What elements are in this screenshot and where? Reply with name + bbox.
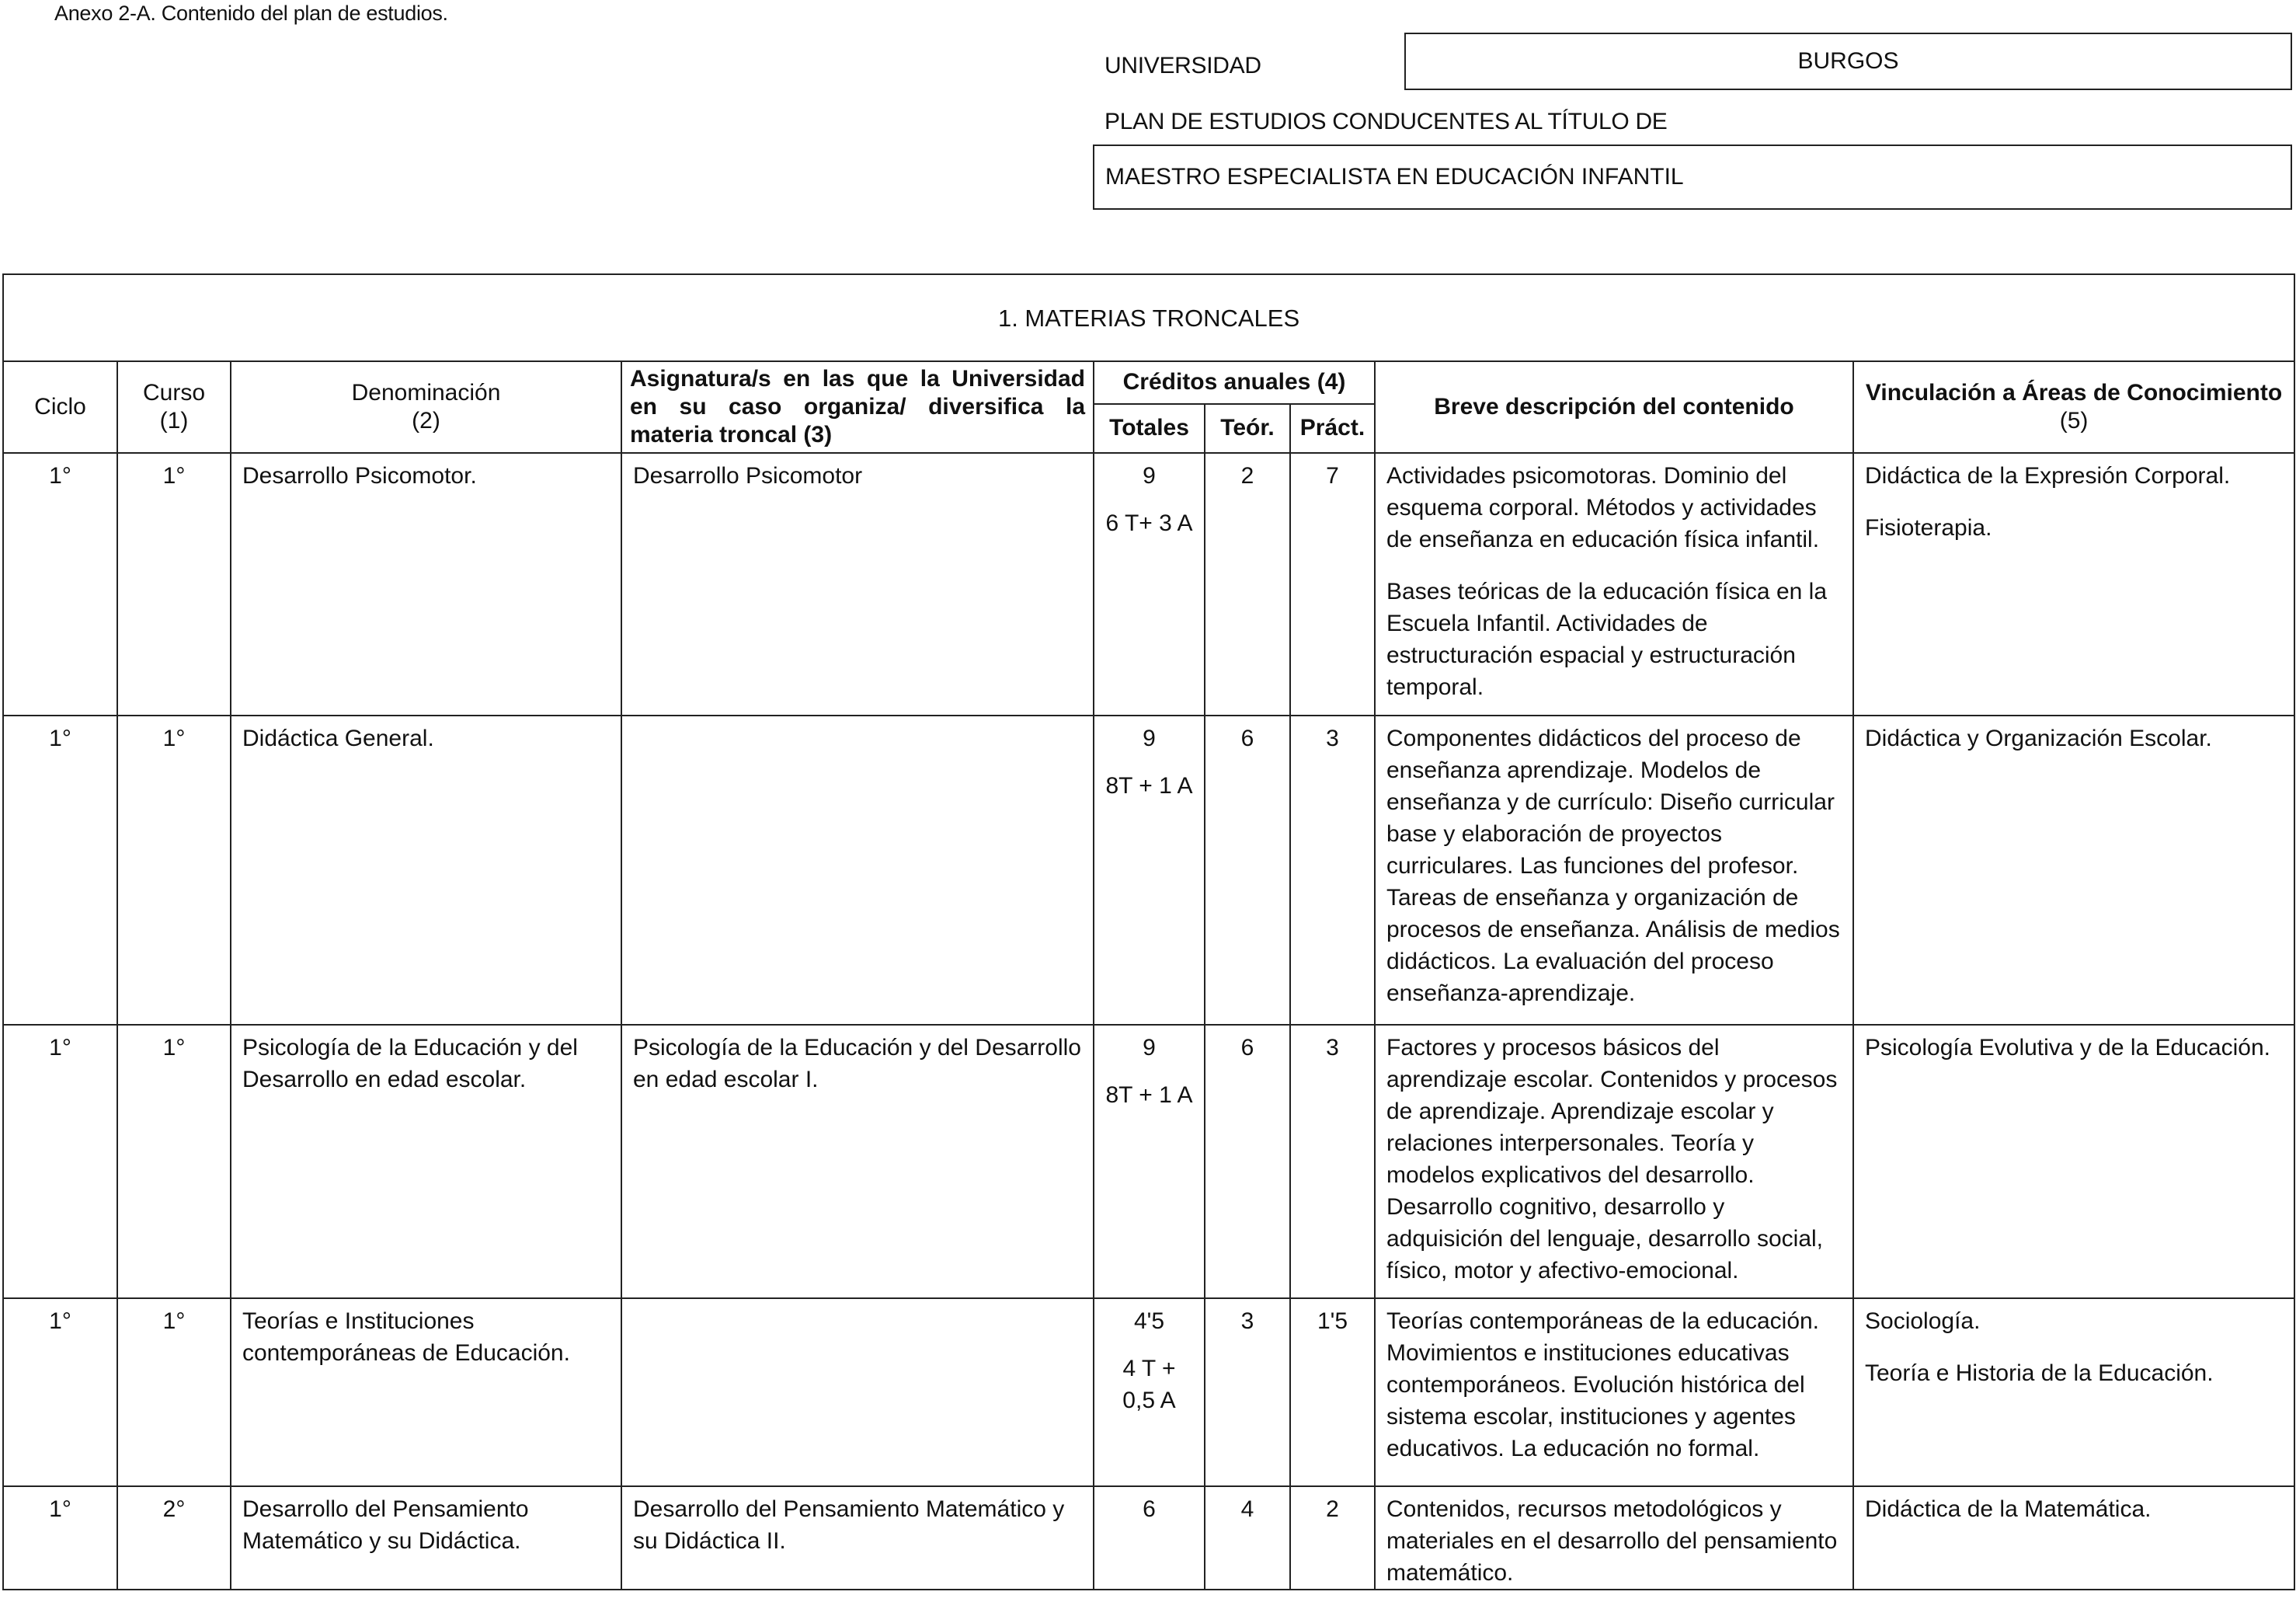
area-item: Sociología.: [1865, 1308, 1981, 1334]
table-row: [3, 1025, 2294, 1298]
cell-teor: 6: [1205, 1025, 1290, 1298]
cell-descripcion: [1375, 1025, 1853, 1298]
descripcion-paragraph: Teorías contemporáneas de la educación. Movimientos e instituciones educativas contemporáneos. Evolución histórica del sistema escolar, instituciones y agentes educativos. La educación no formal.: [1386, 1308, 1820, 1461]
cell-denominacion: Desarrollo del Pensamiento Matemático y su Didáctica.: [231, 1486, 621, 1590]
totales-detail: 4 T + 0,5 A: [1122, 1356, 1176, 1413]
table-row: [3, 716, 2294, 1025]
table-row: [3, 1486, 2294, 1590]
header-totales: Totales: [1094, 404, 1205, 453]
cell-descripcion: [1375, 453, 1853, 716]
cell-descripcion: [1375, 1486, 1853, 1590]
area-item: Fisioterapia.: [1865, 515, 1992, 541]
header-pract: Práct.: [1290, 404, 1375, 453]
header-curso: [117, 361, 231, 453]
header-curso-label: Curso: [142, 380, 206, 406]
descripcion-paragraph: Actividades psicomotoras. Dominio del esquema corporal. Métodos y actividades de enseñanza en educación física infantil.: [1386, 463, 1820, 552]
cell-curso: 2°: [117, 1486, 231, 1590]
troncales-table: [2, 273, 2295, 1590]
cell-totales: [1094, 453, 1205, 716]
cell-denominacion: Desarrollo Psicomotor.: [231, 453, 621, 716]
cell-areas: [1853, 1298, 2294, 1486]
cell-ciclo: 1°: [3, 453, 117, 716]
cell-pract: 1'5: [1290, 1298, 1375, 1486]
header-descripcion: Breve descripción del contenido: [1375, 361, 1853, 453]
totales-value: 9: [1143, 463, 1156, 489]
annex-title: Anexo 2-A. Contenido del plan de estudios.: [54, 2, 448, 25]
totales-value: 9: [1143, 1035, 1156, 1060]
cell-curso: 1°: [117, 1298, 231, 1486]
cell-denominacion: Teorías e Instituciones contemporáneas de Educación.: [231, 1298, 621, 1486]
header-denominacion-note: (2): [412, 408, 440, 434]
cell-pract: 3: [1290, 1025, 1375, 1298]
descripcion-paragraph: Factores y procesos básicos del aprendizaje escolar. Contenidos y procesos de aprendizaje. Aprendizaje escolar y relaciones interpersonales. Teoría y modelos explicativos del desarrollo. Desarrollo cognitivo, desarrollo y adquisición del lenguaje, desarrollo social, físico, motor y afectivo-emocional.: [1386, 1035, 1838, 1283]
table-row: [3, 453, 2294, 716]
cell-descripcion: [1375, 1298, 1853, 1486]
totales-value: 6: [1143, 1496, 1156, 1522]
header-creditos: Créditos anuales (4): [1094, 361, 1375, 404]
plan-label: PLAN DE ESTUDIOS CONDUCENTES AL TÍTULO DE: [1105, 109, 1668, 134]
area-item: Didáctica de la Matemática.: [1865, 1496, 2152, 1522]
descripcion-paragraph: Bases teóricas de la educación física en la Escuela Infantil. Actividades de estructuración espacial y estructuración temporal.: [1386, 579, 1827, 700]
degree-value: MAESTRO ESPECIALISTA EN EDUCACIÓN INFANTIL: [1105, 164, 1684, 190]
area-item: Teoría e Historia de la Educación.: [1865, 1360, 2214, 1386]
totales-value: 4'5: [1133, 1308, 1165, 1334]
area-item: Psicología Evolutiva y de la Educación.: [1865, 1035, 2270, 1060]
totales-value: 9: [1143, 726, 1156, 751]
cell-asignatura: [621, 1298, 1094, 1486]
cell-areas: [1853, 1486, 2294, 1590]
cell-areas: [1853, 1025, 2294, 1298]
university-field: [1404, 33, 2292, 90]
table-title-row: [3, 274, 2294, 361]
cell-curso: 1°: [117, 716, 231, 1025]
area-item: Didáctica y Organización Escolar.: [1865, 726, 2212, 751]
header-row-1: [3, 361, 2294, 404]
totales-detail: 8T + 1 A: [1105, 773, 1193, 799]
cell-pract: 7: [1290, 453, 1375, 716]
header-ciclo: Ciclo: [3, 361, 117, 453]
descripcion-paragraph: Contenidos, recursos metodológicos y materiales en el desarrollo del pensamiento matemático.: [1386, 1496, 1838, 1586]
table-title: 1. MATERIAS TRONCALES: [3, 274, 2294, 361]
header-asignatura: Asignatura/s en las que la Universidad en su caso organiza/ diversifica la materia troncal (3): [621, 361, 1094, 453]
cell-totales: [1094, 1298, 1205, 1486]
cell-asignatura: Desarrollo Psicomotor: [621, 453, 1094, 716]
cell-ciclo: 1°: [3, 716, 117, 1025]
cell-denominacion: Psicología de la Educación y del Desarrollo en edad escolar.: [231, 1025, 621, 1298]
cell-totales: [1094, 1486, 1205, 1590]
cell-areas: [1853, 453, 2294, 716]
cell-descripcion: [1375, 716, 1853, 1025]
cell-denominacion: Didáctica General.: [231, 716, 621, 1025]
cell-ciclo: 1°: [3, 1025, 117, 1298]
area-item: Didáctica de la Expresión Corporal.: [1865, 463, 2231, 489]
cell-teor: 3: [1205, 1298, 1290, 1486]
totales-detail: 6 T+ 3 A: [1105, 510, 1193, 536]
header-vinculacion-note: (5): [2059, 408, 2089, 434]
cell-pract: 3: [1290, 716, 1375, 1025]
university-value: BURGOS: [1797, 48, 1899, 74]
header-vinculacion-label: Vinculación a Áreas de Conocimiento: [1865, 380, 2283, 406]
cell-teor: 4: [1205, 1486, 1290, 1590]
header-denominacion: [231, 361, 621, 453]
cell-teor: 2: [1205, 453, 1290, 716]
cell-pract: 2: [1290, 1486, 1375, 1590]
university-label: UNIVERSIDAD: [1105, 53, 1261, 78]
cell-curso: 1°: [117, 1025, 231, 1298]
cell-curso: 1°: [117, 453, 231, 716]
cell-totales: [1094, 716, 1205, 1025]
cell-teor: 6: [1205, 716, 1290, 1025]
header-curso-note: (1): [159, 408, 189, 434]
cell-ciclo: 1°: [3, 1486, 117, 1590]
cell-asignatura: Psicología de la Educación y del Desarrollo en edad escolar I.: [621, 1025, 1094, 1298]
totales-detail: 8T + 1 A: [1105, 1082, 1193, 1108]
descripcion-paragraph: Componentes didácticos del proceso de enseñanza aprendizaje. Modelos de enseñanza y de currículo: Diseño curricular base y elaboración de proyectos curriculares. Las funciones del profesor. Tareas de enseñanza y organización de procesos de enseñanza. Análisis de medios didácticos. La evaluación del proceso enseñanza-aprendizaje.: [1386, 726, 1840, 1006]
cell-asignatura: Desarrollo del Pensamiento Matemático y su Didáctica II.: [621, 1486, 1094, 1590]
cell-asignatura: [621, 716, 1094, 1025]
degree-field: [1093, 145, 2292, 210]
header-denominacion-label: Denominación: [351, 380, 501, 406]
header-vinculacion: [1853, 361, 2294, 453]
cell-totales: [1094, 1025, 1205, 1298]
header-teor: Teór.: [1205, 404, 1290, 453]
table-row: [3, 1298, 2294, 1486]
cell-ciclo: 1°: [3, 1298, 117, 1486]
cell-areas: [1853, 716, 2294, 1025]
